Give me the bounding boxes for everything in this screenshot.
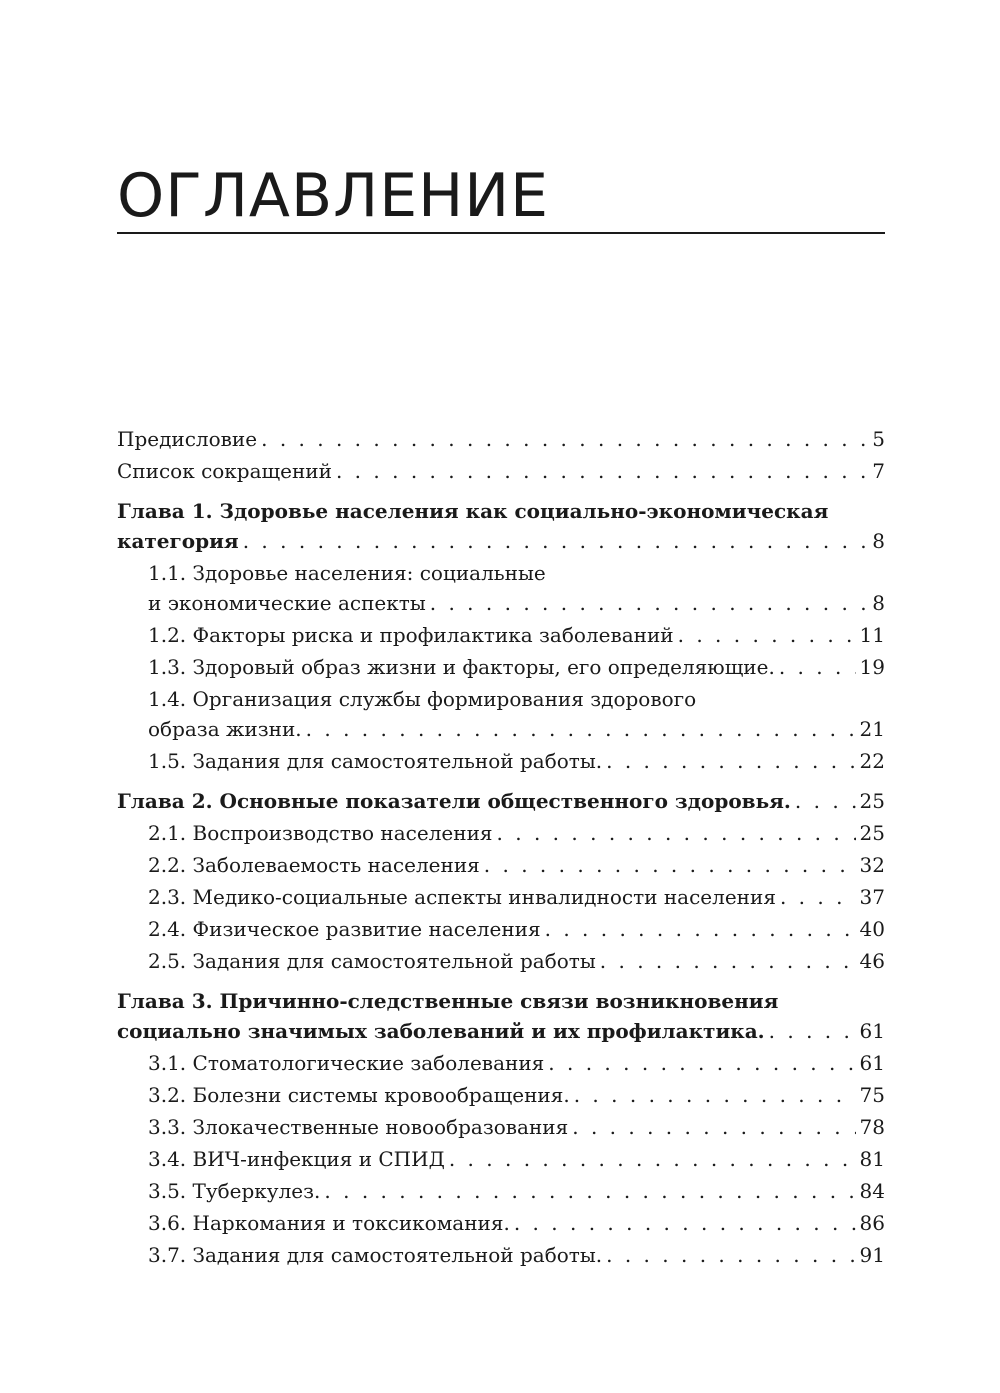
dot-leader (678, 620, 856, 650)
toc-chapter-label: категория (117, 529, 239, 553)
toc-section-1-4-continued[interactable] (117, 714, 885, 744)
dot-leader (261, 424, 868, 454)
dot-leader (780, 882, 856, 912)
toc-section-3-7[interactable] (117, 1240, 885, 1270)
toc-page-number: 32 (859, 853, 885, 877)
toc-page-number: 75 (859, 1083, 885, 1107)
toc-page-number: 21 (859, 717, 885, 741)
toc-section-label: 2.3. Медико-социальные аспекты инвалидности населения (148, 885, 776, 909)
toc-section-label: 3.3. Злокачественные новообразования (148, 1115, 569, 1139)
toc-section-label: 2.2. Заболеваемость населения (148, 853, 480, 877)
toc-entry-label: Предисловие (117, 427, 258, 451)
toc-page-number: 8 (872, 591, 885, 615)
dot-leader (514, 1208, 856, 1238)
toc-section-label: 3.1. Стоматологические заболевания (148, 1051, 545, 1075)
toc-page-number: 46 (859, 949, 885, 973)
dot-leader (449, 1144, 856, 1174)
toc-section-1-3[interactable] (117, 652, 885, 682)
toc-section-label: 3.7. Задания для самостоятельной работы. (148, 1243, 603, 1267)
toc-page-number: 25 (859, 789, 885, 813)
toc-section-label: 2.1. Воспроизводство населения (148, 821, 493, 845)
toc-section-label: 1.5. Задания для самостоятельной работы. (148, 749, 603, 773)
toc-page-number: 22 (859, 749, 885, 773)
toc-section-label: 2.5. Задания для самостоятельной работы (148, 949, 596, 973)
toc-section-label: 1.3. Здоровый образ жизни и факторы, его определяющие. (148, 655, 775, 679)
toc-page-number: 91 (859, 1243, 885, 1267)
dot-leader (306, 714, 856, 744)
toc-section-label: 1.1. Здоровье населения: социальные (148, 561, 546, 585)
toc-section-label: 3.6. Наркомания и токсикомания. (148, 1211, 510, 1235)
toc-section-label: 2.4. Физическое развитие населения (148, 917, 541, 941)
toc-section-3-1[interactable] (117, 1048, 885, 1078)
toc-section-label: 1.4. Организация службы формирования здорового (148, 687, 697, 711)
page-title: ОГЛАВЛЕНИЕ (117, 161, 550, 231)
toc-section-2-3[interactable] (117, 882, 885, 912)
toc-section-1-5[interactable] (117, 746, 885, 776)
table-of-contents (117, 424, 885, 1272)
toc-chapter-label: социально значимых заболеваний и их профилактика. (117, 1019, 765, 1043)
toc-section-1-4[interactable] (117, 684, 885, 714)
dot-leader (606, 746, 855, 776)
toc-section-label: 3.2. Болезни системы кровообращения. (148, 1083, 570, 1107)
toc-section-3-2[interactable] (117, 1080, 885, 1110)
toc-page-number: 25 (859, 821, 885, 845)
toc-page-number: 84 (859, 1179, 885, 1203)
toc-section-3-4[interactable] (117, 1144, 885, 1174)
toc-section-2-4[interactable] (117, 914, 885, 944)
dot-leader (574, 1080, 856, 1110)
toc-section-3-3[interactable] (117, 1112, 885, 1142)
toc-chapter-label: Глава 1. Здоровье населения как социально-экономическая (117, 499, 829, 523)
toc-page-number: 61 (859, 1051, 885, 1075)
toc-chapter-label: Глава 3. Причинно-следственные связи возникновения (117, 989, 779, 1013)
toc-section-2-2[interactable] (117, 850, 885, 880)
dot-leader (430, 588, 869, 618)
toc-section-3-6[interactable] (117, 1208, 885, 1238)
toc-entry-label: Список сокращений (117, 459, 332, 483)
toc-chapter-2[interactable] (117, 786, 885, 816)
toc-page-number: 40 (859, 917, 885, 941)
toc-section-label: и экономические аспекты (148, 591, 426, 615)
toc-page-number: 81 (859, 1147, 885, 1171)
toc-page-number: 61 (859, 1019, 885, 1043)
toc-section-2-1[interactable] (117, 818, 885, 848)
dot-leader (484, 850, 856, 880)
toc-page-number: 11 (859, 623, 885, 647)
toc-chapter-1-continued[interactable] (117, 526, 885, 556)
toc-section-3-5[interactable] (117, 1176, 885, 1206)
toc-section-label: 3.4. ВИЧ-инфекция и СПИД (148, 1147, 445, 1171)
dot-leader (324, 1176, 855, 1206)
toc-section-1-1-continued[interactable] (117, 588, 885, 618)
toc-page-number: 37 (859, 885, 885, 909)
toc-page-number: 86 (859, 1211, 885, 1235)
dot-leader (572, 1112, 855, 1142)
toc-page-number: 8 (872, 529, 885, 553)
dot-leader (779, 652, 856, 682)
toc-section-2-5[interactable] (117, 946, 885, 976)
toc-page-number: 19 (859, 655, 885, 679)
dot-leader (243, 526, 869, 556)
dot-leader (795, 786, 856, 816)
toc-chapter-3[interactable] (117, 986, 885, 1016)
toc-entry-abbreviations[interactable] (117, 456, 885, 486)
toc-page-number: 78 (859, 1115, 885, 1139)
dot-leader (545, 914, 856, 944)
toc-section-1-2[interactable] (117, 620, 885, 650)
toc-chapter-label: Глава 2. Основные показатели общественного здоровья. (117, 789, 791, 813)
toc-section-label: образа жизни. (148, 717, 302, 741)
dot-leader (548, 1048, 855, 1078)
toc-section-label: 3.5. Туберкулез. (148, 1179, 321, 1203)
toc-page-number: 5 (872, 427, 885, 451)
dot-leader (769, 1016, 856, 1046)
dot-leader (600, 946, 856, 976)
toc-section-1-1[interactable] (117, 558, 885, 588)
toc-page-number: 7 (872, 459, 885, 483)
toc-entry-preface[interactable] (117, 424, 885, 454)
dot-leader (497, 818, 856, 848)
toc-chapter-3-continued[interactable] (117, 1016, 885, 1046)
dot-leader (606, 1240, 855, 1270)
toc-chapter-1[interactable] (117, 496, 885, 526)
title-divider (117, 232, 885, 234)
toc-section-label: 1.2. Факторы риска и профилактика заболеваний (148, 623, 674, 647)
dot-leader (336, 456, 868, 486)
